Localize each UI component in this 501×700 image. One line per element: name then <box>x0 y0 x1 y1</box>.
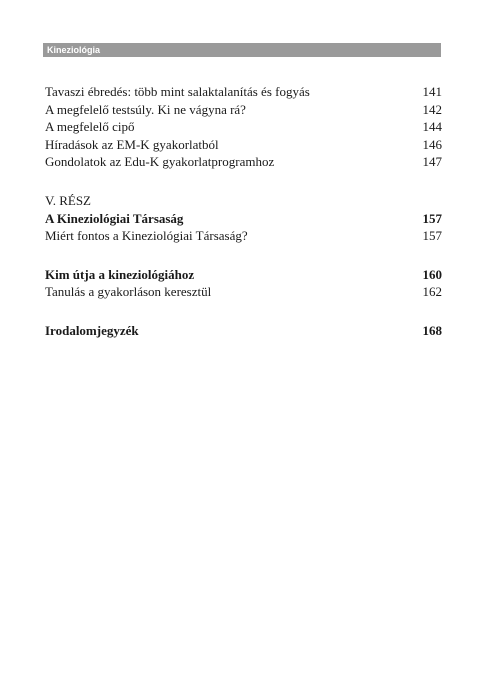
toc-entry-title: A megfelelő testsúly. Ki ne vágyna rá? <box>45 101 246 117</box>
toc-entry-page: 162 <box>422 284 442 299</box>
toc-entry <box>45 227 442 245</box>
toc-entry-title: Gondolatok az Edu-K gyakorlatprogramhoz <box>45 154 275 169</box>
toc-entry <box>45 153 442 171</box>
running-header-title: Kineziológia <box>47 45 101 55</box>
toc-entry-page: 141 <box>422 84 442 99</box>
toc-entry-title: Híradások az EM-K gyakorlatból <box>45 136 219 152</box>
toc-entry-title: Miért fontos a Kineziológiai Társaság? <box>45 228 248 243</box>
toc-entry-title: Tanulás a gyakorláson keresztül <box>45 284 212 299</box>
toc-entry-title: Kim útja a kineziológiához <box>45 266 195 282</box>
toc-spacer <box>45 171 442 192</box>
toc-entry-page: 146 <box>422 136 442 152</box>
toc-entry-page: 160 <box>422 266 442 282</box>
toc-entry-title: Irodalomjegyzék <box>45 322 139 338</box>
toc-entry-page: 157 <box>422 210 442 226</box>
toc-entry <box>45 83 442 101</box>
toc-entry-page: 144 <box>422 119 442 134</box>
toc-entry <box>45 136 442 154</box>
toc-chapter-entry <box>45 322 442 340</box>
toc-spacer <box>45 301 442 322</box>
toc-entry-page: 168 <box>422 322 442 338</box>
toc-entry-title: A megfelelő cipő <box>45 119 135 134</box>
toc-entry <box>45 118 442 136</box>
running-header-bar <box>43 43 441 57</box>
table-of-contents <box>45 83 442 339</box>
toc-entry-page: 147 <box>422 154 442 169</box>
toc-spacer <box>45 245 442 266</box>
toc-entry <box>45 283 442 301</box>
toc-entry-title: Tavaszi ébredés: több mint salaktalanítás és fogyás <box>45 84 310 99</box>
toc-chapter-entry <box>45 266 442 284</box>
toc-entry-page: 157 <box>422 228 442 243</box>
section-heading: V. RÉSZ <box>45 192 91 208</box>
toc-chapter-entry <box>45 210 442 228</box>
toc-entry-title: A Kineziológiai Társaság <box>45 210 184 226</box>
toc-entry <box>45 101 442 119</box>
toc-entry-page: 142 <box>422 101 442 117</box>
